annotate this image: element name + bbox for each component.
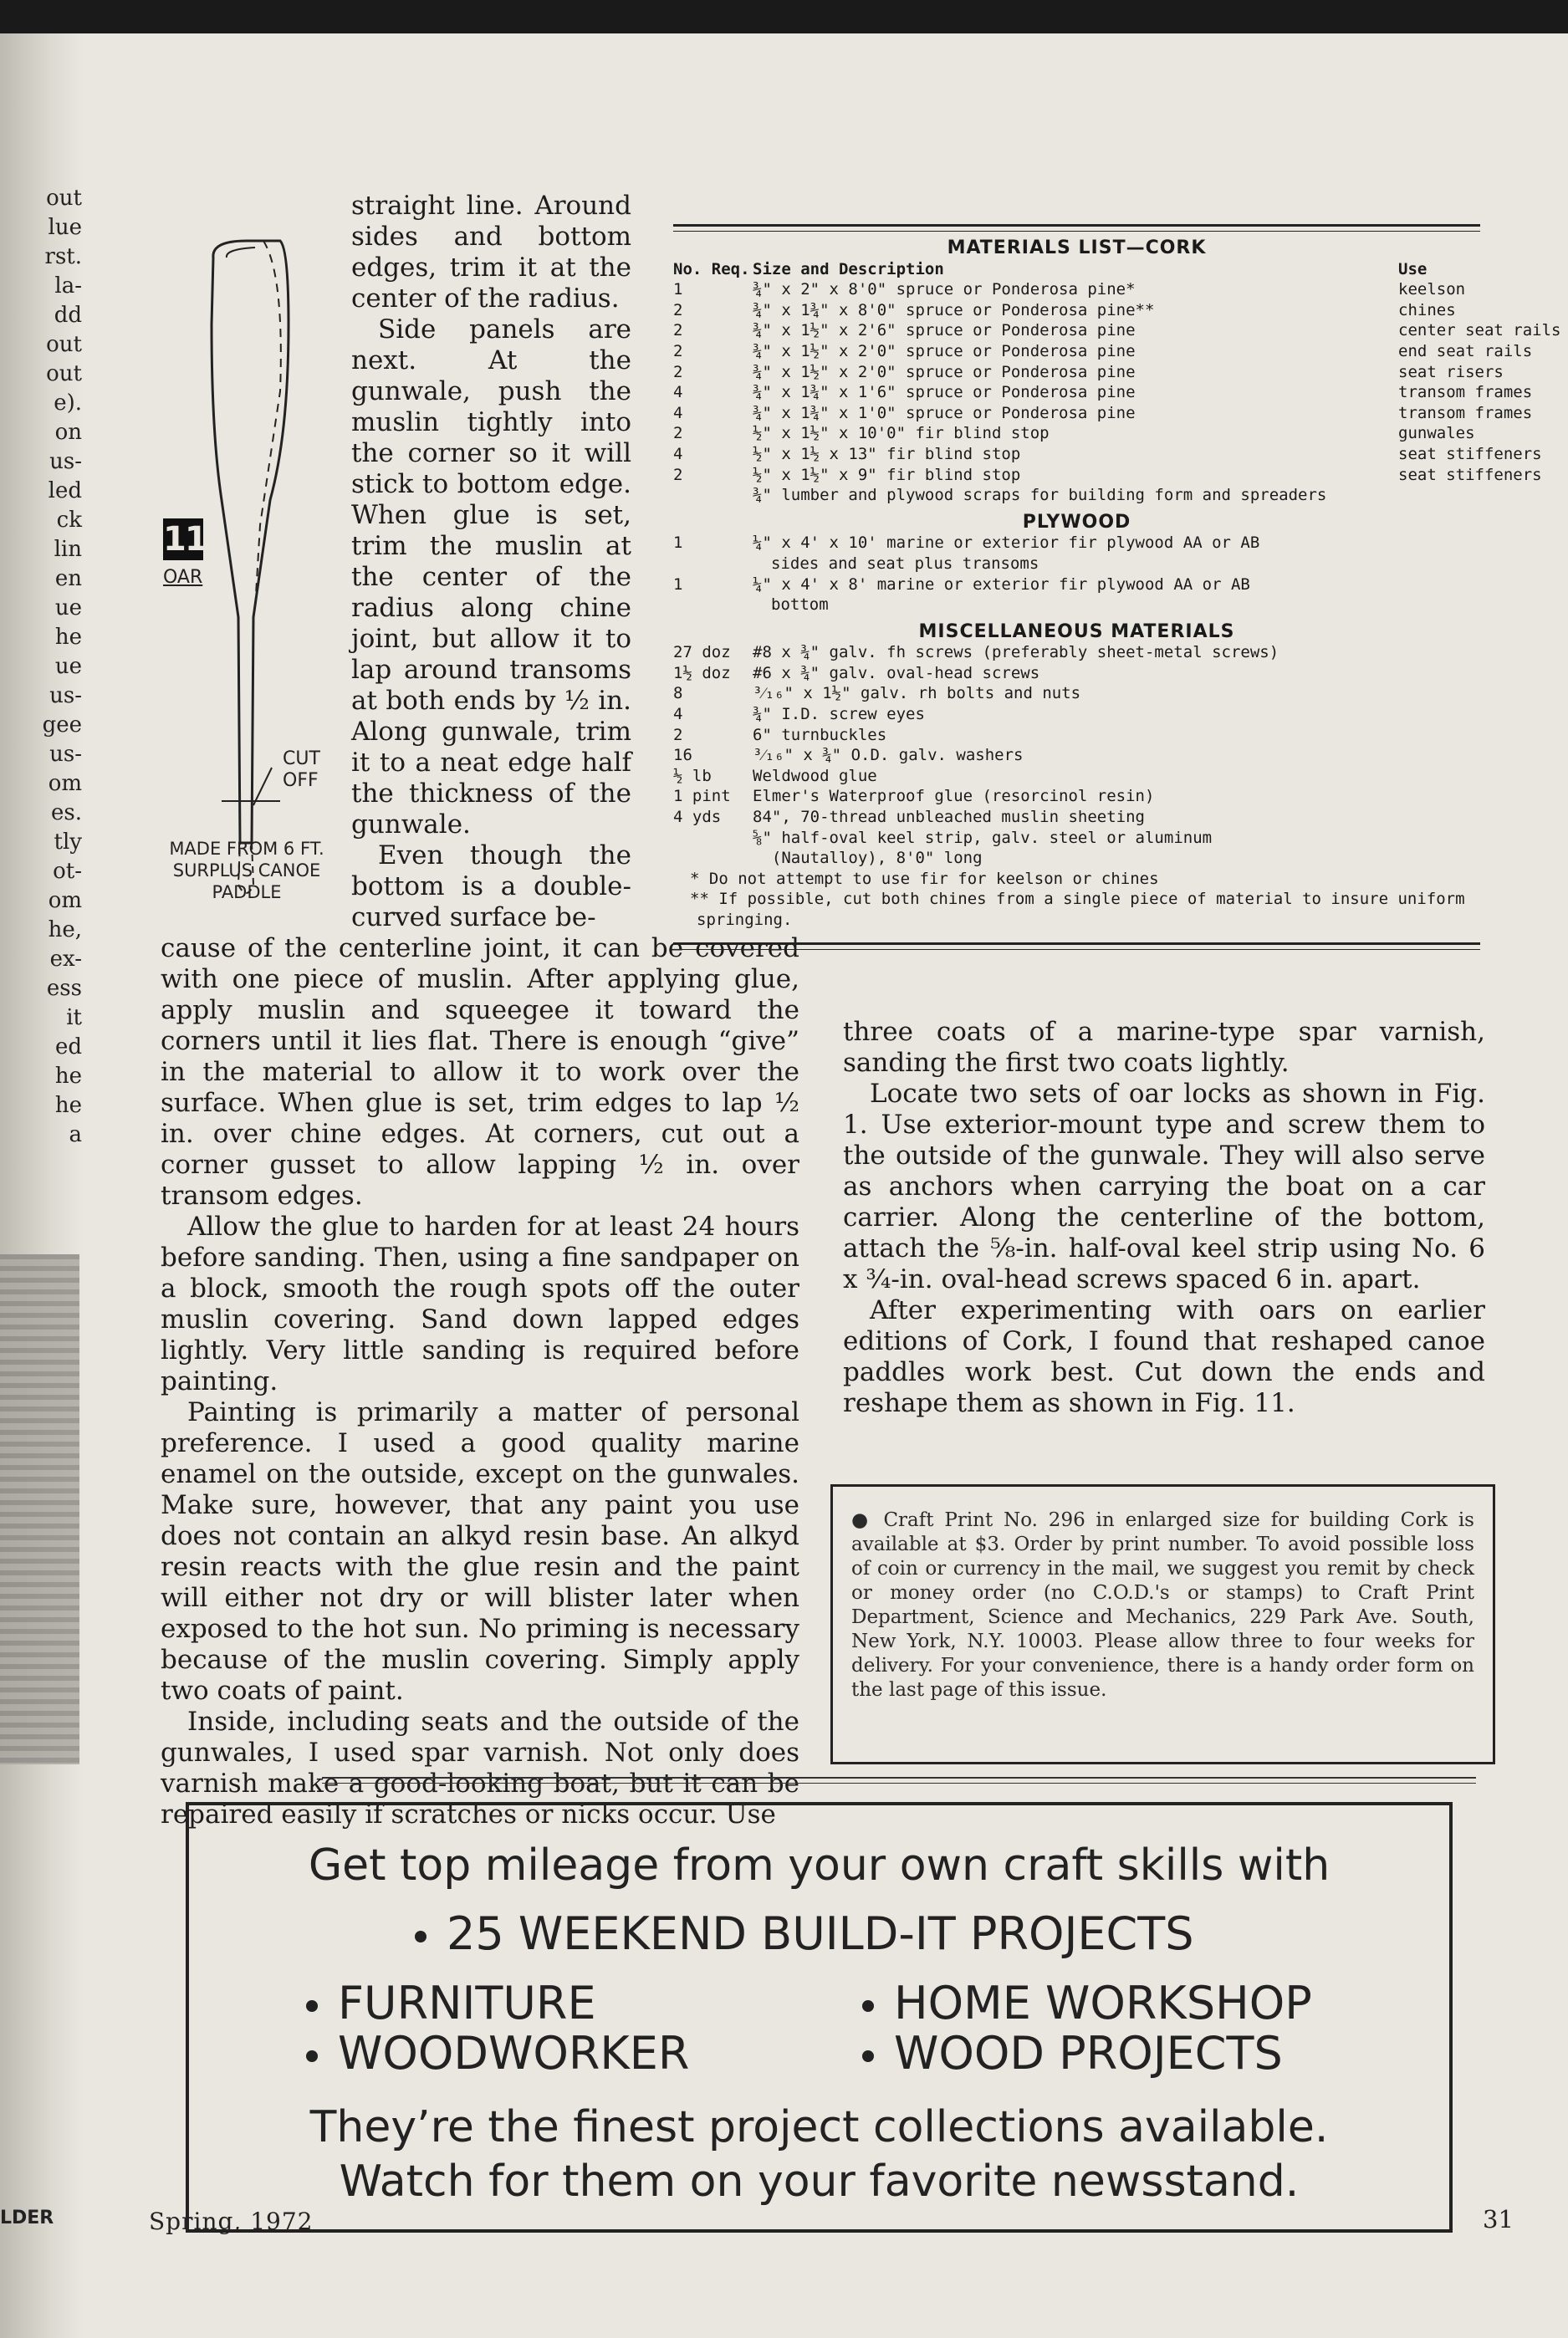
misc-row xyxy=(673,786,1480,807)
row-qty xyxy=(673,485,753,506)
row-qty: 1 xyxy=(673,280,683,299)
misc-row xyxy=(673,683,1480,704)
header-qty: No. Req. xyxy=(673,259,750,278)
ad-item xyxy=(306,1977,596,2029)
previous-page-edge-text xyxy=(0,184,84,1150)
paragraph: Even though the bottom is a double-curved surface be- xyxy=(351,840,631,932)
plywood-row xyxy=(673,574,1480,595)
edge-fragment: he, xyxy=(48,917,82,942)
row-qty: 2 xyxy=(673,321,683,340)
row-desc: ½" x 1½ x 13" fir blind stop xyxy=(753,444,1021,463)
materials-row xyxy=(673,341,1533,362)
row-qty: 4 xyxy=(673,383,683,402)
paragraph: Locate two sets of oar locks as shown in Fig. 1. Use exterior-mount type and screw them to the outside of the gunwale. They will also serve as anchors when carrying the boat on a car carrier. Along the centerline of the bottom, attach the ⅝-in. half-oval keel strip using No. 6 x ¾-in. oval-head screws spaced 6 in. apart. xyxy=(843,1079,1485,1294)
row-desc: ¾" lumber and plywood scraps for building form and spreaders xyxy=(753,486,1327,505)
ad-lead-item xyxy=(415,1907,1194,1960)
edge-fragment: gee xyxy=(42,712,82,738)
edge-fragment: us- xyxy=(49,683,82,708)
ad-item xyxy=(862,2027,1283,2080)
row-desc: ¾" x 1¾" x 8'0" spruce or Ponderosa pine** xyxy=(753,300,1155,319)
row-spacer xyxy=(673,595,753,615)
header-desc: Size and Description xyxy=(753,259,944,278)
row-qty: 4 xyxy=(673,444,683,463)
bullet-icon xyxy=(306,2000,318,2012)
row-spacer xyxy=(673,554,753,574)
row-qty: 2 xyxy=(673,362,683,381)
edge-fragment: dd xyxy=(54,303,82,328)
advertisement-box xyxy=(186,1802,1453,2233)
row-desc: Elmer's Waterproof glue (resorcinol resin) xyxy=(753,787,1155,806)
edge-fragment: a xyxy=(69,1122,82,1147)
row-qty: 16 xyxy=(673,746,692,765)
ad-closing-2: Watch for them on your favorite newsstand. xyxy=(339,2157,1300,2207)
edge-fragment: out xyxy=(46,186,82,211)
plywood-row-cont xyxy=(673,554,1480,574)
edge-fragment: lin xyxy=(54,537,82,562)
row-qty: 2 xyxy=(673,725,683,744)
row-desc: 84", 70-thread unbleached muslin sheeting xyxy=(753,808,1145,827)
edge-fragment: ot- xyxy=(53,859,82,884)
row-qty: 4 xyxy=(673,705,683,724)
article-column-narrow xyxy=(351,191,631,933)
paragraph: Side panels are next. At the gunwale, push the muslin tightly into the corner so it will stick to bottom edge. When glue is set, trim the muslin at the center of the radius along chine joint, but allow it to lap around transoms at both ends by ½ in. Along gunwale, trim it to a neat edge half the thickness of the gunwale. xyxy=(351,314,631,840)
paragraph: straight line. Around sides and bottom edges, trim it at the center of the radius. xyxy=(351,191,631,314)
row-use: transom frames xyxy=(1398,403,1533,422)
row-desc: ¾" I.D. screw eyes xyxy=(753,705,925,724)
cut-off-label: CUT OFF xyxy=(283,748,320,791)
row-qty: 2 xyxy=(673,465,683,484)
materials-note-2: ** If possible, cut both chines from a single piece of material to insure uniform xyxy=(690,890,1465,909)
row-use: chines xyxy=(1398,300,1456,319)
row-desc-cont: sides and seat plus transoms xyxy=(771,554,1039,573)
materials-note-2-cont: springing. xyxy=(697,911,793,929)
row-use: gunwales xyxy=(1398,424,1475,443)
edge-fragment: us- xyxy=(49,742,82,767)
previous-page-footer-fragment: LDER xyxy=(0,2208,54,2228)
materials-header-row xyxy=(673,259,1480,280)
materials-rows xyxy=(673,279,1561,506)
edge-fragment: ex- xyxy=(49,947,82,972)
row-use: seat stiffeners xyxy=(1398,444,1542,463)
materials-top-rule xyxy=(673,224,1480,232)
article-column-left xyxy=(161,933,799,1830)
figure-caption: MADE FROM 6 FT. SURPLUS CANOE PADDLE xyxy=(169,839,324,902)
previous-page-photo-edge xyxy=(0,1254,79,1764)
row-desc: ⅝" half-oval keel strip, galv. steel or aluminum xyxy=(753,828,1213,847)
row-desc: ¾" x 2" x 8'0" spruce or Ponderosa pine* xyxy=(753,280,1136,299)
row-use: seat stiffeners xyxy=(1398,465,1542,484)
paragraph: Allow the glue to harden for at least 24 hours before sanding. Then, using a fine sandpaper on a block, smooth the rough spots off the outer muslin covering. Sand down lapped edges lightly. Very little sanding is required before painting. xyxy=(161,1212,799,1396)
edge-fragment: en xyxy=(54,566,82,591)
row-desc: Weldwood glue xyxy=(753,766,877,785)
row-use: center seat rails xyxy=(1398,321,1561,340)
edge-fragment: ck xyxy=(56,508,82,533)
materials-row xyxy=(673,465,1542,486)
row-use: keelson xyxy=(1398,280,1466,299)
row-qty: 1 xyxy=(673,533,683,553)
materials-row xyxy=(673,320,1561,341)
row-qty xyxy=(673,828,753,849)
bullet-icon xyxy=(306,2050,318,2062)
row-qty: 1 xyxy=(673,574,683,594)
misc-row xyxy=(673,745,1480,766)
materials-row xyxy=(673,382,1533,403)
materials-row xyxy=(673,423,1480,444)
row-desc: ¼" x 4' x 10' marine or exterior fir plywood AA or AB xyxy=(753,533,1260,553)
ad-item xyxy=(306,2027,689,2080)
header-use: Use xyxy=(1398,259,1428,278)
row-qty: 4 yds xyxy=(673,808,722,827)
page-number: 31 xyxy=(1483,2205,1514,2233)
plywood-row-cont xyxy=(673,595,1480,615)
ad-item-text: FURNITURE xyxy=(338,1977,596,2029)
materials-row xyxy=(673,279,1480,300)
article-column-right xyxy=(843,1017,1485,1419)
row-desc: ¼" x 4' x 8' marine or exterior fir plywood AA or AB xyxy=(753,574,1250,594)
row-desc: ¾" x 1¾" x 1'6" spruce or Ponderosa pine xyxy=(753,383,1136,402)
paragraph: three coats of a marine-type spar varnish, sanding the first two coats lightly. xyxy=(843,1017,1485,1078)
misc-row xyxy=(673,828,1480,849)
edge-fragment: rst. xyxy=(44,244,82,269)
materials-row xyxy=(673,485,1480,506)
bullet-icon xyxy=(862,2050,874,2062)
misc-row xyxy=(673,807,1480,828)
row-qty: 2 xyxy=(673,341,683,360)
edge-fragment: led xyxy=(48,478,82,503)
issue-date: Spring, 1972 xyxy=(149,2208,314,2235)
paragraph: Painting is primarily a matter of personal preference. I used a good quality marine enamel on the outside, except on the gunwales. Make sure, however, that any paint you use does not contain an alkyd resin base. An alkyd resin reacts with the glue resin and the paint will either not dry or will blister later when exposed to the hot sun. No priming is necessary because of the muslin covering. Simply apply two coats of paint. xyxy=(161,1397,799,1706)
row-qty: 27 doz xyxy=(673,643,731,662)
row-qty: 2 xyxy=(673,300,683,319)
figure-label: OAR xyxy=(163,567,203,588)
misc-rows xyxy=(673,642,1480,869)
row-use: seat risers xyxy=(1398,362,1504,381)
ad-item-text: WOODWORKER xyxy=(338,2027,690,2080)
row-desc: ³⁄₁₆" x ¾" O.D. galv. washers xyxy=(753,746,1024,765)
ad-item-text: WOOD PROJECTS xyxy=(894,2027,1283,2080)
row-use xyxy=(1398,485,1480,506)
materials-row xyxy=(673,300,1480,321)
edge-fragment: he xyxy=(54,625,82,650)
row-desc: #8 x ¾" galv. fh screws (preferably sheet-metal screws) xyxy=(753,643,1279,662)
ad-item-text: HOME WORKSHOP xyxy=(894,1977,1312,2029)
misc-title: MISCELLANEOUS MATERIALS xyxy=(918,620,1235,642)
misc-row xyxy=(673,663,1480,684)
paragraph: cause of the centerline joint, it can be covered with one piece of muslin. After applying glue, apply muslin and squeegee it toward the corners until it lies flat. There is enough “give” in the material to allow it to work over the surface. When glue is set, trim edges to lap ½ in. over chine edges. At corners, cut out a corner gusset to allow lapping ½ in. over transom edges. xyxy=(161,933,799,1211)
ad-headline: Get top mileage from your own craft skills with xyxy=(308,1840,1331,1891)
row-qty: 8 xyxy=(673,684,683,703)
ad-closing-1: They’re the finest project collections available. xyxy=(309,2102,1329,2152)
misc-row xyxy=(673,848,1480,869)
materials-list xyxy=(673,224,1561,950)
edge-fragment: ue xyxy=(54,654,82,679)
materials-title: MATERIALS LIST—CORK xyxy=(947,237,1207,258)
edge-fragment: e). xyxy=(54,391,82,416)
row-qty: 4 xyxy=(673,403,683,422)
row-desc: #6 x ¾" galv. oval-head screws xyxy=(753,663,1040,682)
divider-rule xyxy=(322,1777,1476,1779)
materials-row xyxy=(673,362,1504,383)
edge-fragment: lue xyxy=(48,215,82,240)
row-qty xyxy=(673,848,753,869)
divider-rule-thin xyxy=(322,1783,1476,1784)
bullet-icon xyxy=(862,2000,874,2012)
ad-item xyxy=(862,1977,1312,2029)
plywood-row xyxy=(673,533,1480,554)
paragraph: Inside, including seats and the outside of the gunwales, I used spar varnish. Not only does varnish make a good-looking boat, but it can be repaired easily if scratches or nicks occur. Use xyxy=(161,1707,799,1830)
misc-row xyxy=(673,704,1480,725)
paragraph: After experimenting with oars on earlier editions of Cork, I found that reshaped canoe paddles work best. Cut down the ends and reshape them as shown in Fig. 11. xyxy=(843,1295,1485,1418)
row-desc: ¾" x 1½" x 2'0" spruce or Ponderosa pine xyxy=(753,362,1136,381)
figure-number-badge: 11 xyxy=(163,520,207,559)
ad-lead-item-text: 25 WEEKEND BUILD-IT PROJECTS xyxy=(447,1907,1194,1960)
row-qty: 1½ doz xyxy=(673,663,731,682)
edge-fragment: ue xyxy=(54,595,82,620)
materials-row xyxy=(673,444,1542,465)
row-desc: ¾" x 1½" x 2'6" spruce or Ponderosa pine xyxy=(753,321,1136,340)
edge-fragment: ed xyxy=(54,1034,82,1059)
materials-row xyxy=(673,403,1533,424)
edge-fragment: he xyxy=(54,1064,82,1089)
edge-fragment: out xyxy=(46,332,82,357)
row-desc: ½" x 1½" x 9" fir blind stop xyxy=(753,465,1021,484)
row-desc: ¾" x 1½" x 2'0" spruce or Ponderosa pine xyxy=(753,341,1136,360)
edge-fragment: es. xyxy=(51,800,82,825)
edge-fragment: om xyxy=(48,771,82,796)
row-qty: 1 pint xyxy=(673,787,731,806)
row-use: transom frames xyxy=(1398,383,1533,402)
edge-fragment: it xyxy=(66,1005,82,1030)
materials-note-1: * Do not attempt to use fir for keelson or chines xyxy=(690,869,1159,888)
magazine-page xyxy=(0,33,1568,2338)
edge-fragment: ess xyxy=(46,976,82,1001)
bullet-icon xyxy=(415,1931,426,1942)
row-use: end seat rails xyxy=(1398,341,1533,360)
edge-fragment: out xyxy=(46,361,82,386)
plywood-title: PLYWOOD xyxy=(1022,511,1131,533)
misc-row xyxy=(673,766,1480,787)
row-desc: ½" x 1½" x 10'0" fir blind stop xyxy=(753,424,1050,443)
row-desc: ³⁄₁₆" x 1½" galv. rh bolts and nuts xyxy=(753,684,1081,703)
edge-fragment: he xyxy=(54,1093,82,1118)
row-desc-cont: bottom xyxy=(771,595,829,615)
row-desc: ¾" x 1¾" x 1'0" spruce or Ponderosa pine xyxy=(753,403,1136,422)
row-desc: 6" turnbuckles xyxy=(753,725,887,744)
edge-fragment: tly xyxy=(54,830,82,855)
plywood-rows xyxy=(673,533,1480,615)
craft-print-box: ● Craft Print No. 296 in enlarged size for building Cork is available at $3. Order by print number. To avoid possible loss of coin or currency in the mail, we suggest you remit by check or money order (no C.O.D.'s or stamps) to Craft Print Department, Science and Mechanics, 229 Park Ave. South, New York, N.Y. 10003. Please allow three to four weeks for delivery. For your convenience, there is a handy order form on the last page of this issue. xyxy=(830,1484,1495,1764)
materials-bottom-rule xyxy=(673,942,1480,950)
edge-fragment: la- xyxy=(54,273,82,299)
row-desc: (Nautalloy), 8'0" long xyxy=(753,849,983,868)
edge-fragment: on xyxy=(54,420,82,445)
misc-row xyxy=(673,642,1480,663)
edge-fragment: om xyxy=(48,888,82,913)
edge-fragment: us- xyxy=(49,449,82,474)
row-qty: 2 xyxy=(673,424,683,443)
row-qty: ½ lb xyxy=(673,766,712,785)
misc-row xyxy=(673,725,1480,746)
